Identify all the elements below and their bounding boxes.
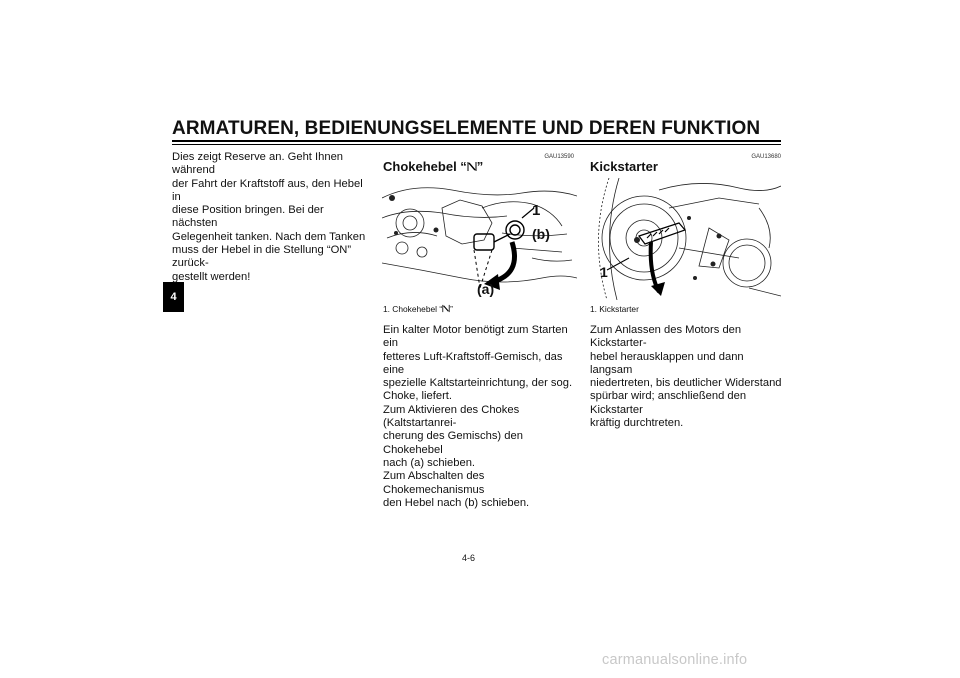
kickstarter-caption: 1. Kickstarter (590, 304, 639, 314)
kickstarter-illustration (589, 178, 781, 300)
text-line: nach (a) schieben. (383, 456, 476, 469)
page-number: 4-6 (462, 553, 476, 563)
text-line: der Fahrt der Kraftstoff aus, den Hebel in (172, 177, 363, 203)
text-line: diese Position bringen. Bei der nächsten (172, 204, 324, 230)
section-code: GAU13680 (751, 154, 781, 160)
text-line: Zum Abschalten des Chokemechanismus (383, 470, 485, 496)
section-code: GAU13590 (544, 154, 574, 160)
choke-symbol-icon (467, 161, 477, 172)
title-rule (172, 140, 781, 142)
text-line: hebel herausklappen und dann langsam (590, 350, 744, 376)
text-line: Dies zeigt Reserve an. Geht Ihnen während (172, 151, 344, 177)
text-line: gestellt werden! (172, 270, 251, 283)
choke-text (383, 324, 578, 510)
left-column-text (172, 151, 367, 284)
callout-b: (b) (532, 226, 550, 242)
text-line: muss der Hebel in die Stellung “ON” zurück- (172, 244, 352, 270)
text-line: Zum Anlassen des Motors den Kickstarter- (590, 324, 742, 350)
choke-illustration (382, 178, 577, 300)
text-line: fetteres Luft-Kraftstoff-Gemisch, das eine (383, 350, 563, 376)
caption-text: ” (450, 304, 453, 314)
callout-1: 1 (532, 202, 541, 219)
heading-text: ” (476, 159, 484, 174)
page-title: ARMATUREN, BEDIENUNGSELEMENTE UND DEREN FUNKTION (172, 118, 761, 139)
caption-text: 1. Chokehebel “ (383, 304, 443, 314)
text-line: spürbar wird; anschließend den Kickstarter (590, 390, 747, 416)
kickstarter-text (590, 324, 785, 430)
callout-a: (a) (477, 281, 495, 297)
kickstarter-drawing (589, 178, 781, 300)
text-line: Gelegenheit tanken. Nach dem Tanken (172, 230, 366, 243)
text-line: niedertreten, bis deutlicher Widerstand (590, 377, 782, 390)
text-line: Choke, liefert. (383, 390, 453, 403)
text-line: Zum Aktivieren des Chokes (Kaltstartanrei- (383, 403, 520, 430)
choke-caption (383, 304, 453, 314)
chapter-tab: 4 (163, 282, 184, 312)
choke-symbol-icon (442, 304, 450, 313)
choke-heading (383, 159, 483, 174)
text-line: cherung des Gemischs) den Chokehebel (383, 430, 523, 456)
kickstarter-heading: Kickstarter (590, 159, 658, 174)
title-rule-thin (172, 144, 781, 145)
text-line: den Hebel nach (b) schieben. (383, 496, 530, 509)
text-line: kräftig durchtreten. (590, 417, 684, 430)
watermark: carmanualsonline.info (602, 652, 748, 668)
text-line: Ein kalter Motor benötigt zum Starten ein (383, 324, 568, 350)
text-line: spezielle Kaltstarteinrichtung, der sog. (383, 377, 573, 390)
heading-text: Chokehebel “ (383, 159, 467, 174)
callout-1: 1 (600, 264, 608, 280)
